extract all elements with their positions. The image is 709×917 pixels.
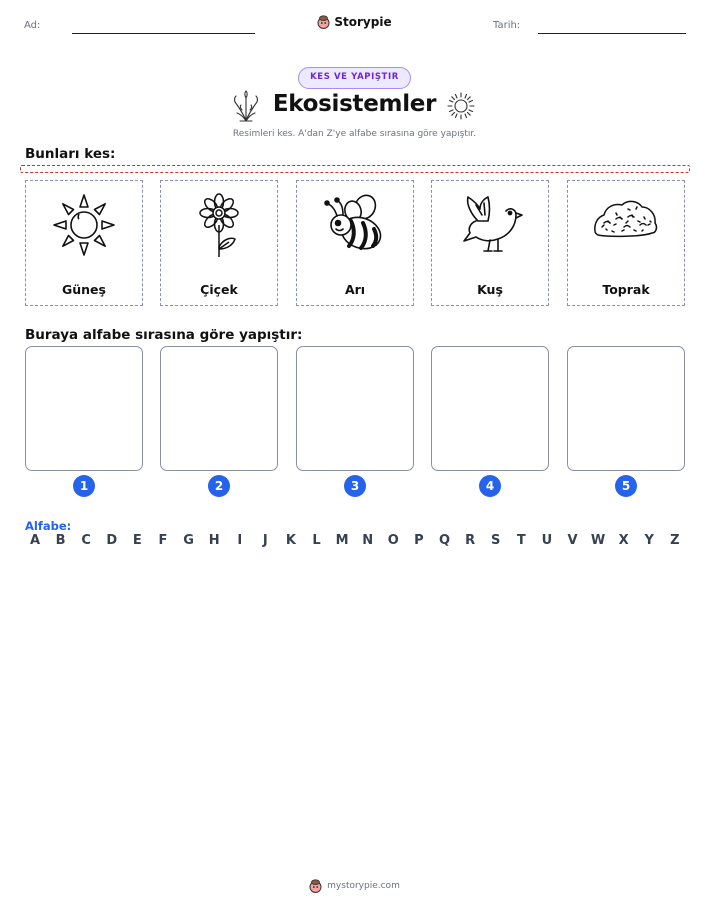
alphabet-letter: A bbox=[29, 533, 41, 548]
card-label: Güneş bbox=[62, 282, 106, 297]
alphabet-letter: W bbox=[590, 533, 606, 548]
card-label: Toprak bbox=[602, 282, 650, 297]
paste-heading: Buraya alfabe sırasına göre yapıştır: bbox=[25, 327, 303, 343]
paste-slot-4[interactable] bbox=[431, 346, 549, 471]
soil-icon bbox=[592, 191, 660, 259]
cut-card-ari[interactable] bbox=[296, 180, 414, 306]
alphabet-letter: M bbox=[335, 533, 349, 548]
alphabet-letter: V bbox=[567, 533, 578, 548]
alphabet-letter: I bbox=[237, 533, 243, 548]
slot-number-5: 5 bbox=[615, 475, 637, 497]
alphabet-letter: P bbox=[414, 533, 424, 548]
date-label: Tarih: bbox=[493, 20, 521, 31]
cut-card-kus[interactable] bbox=[431, 180, 549, 306]
alphabet-letter: E bbox=[132, 533, 142, 548]
slot-number-1: 1 bbox=[73, 475, 95, 497]
paste-slot-3[interactable] bbox=[296, 346, 414, 471]
alphabet-letter: F bbox=[158, 533, 168, 548]
date-line bbox=[538, 33, 686, 34]
alphabet-letter: U bbox=[541, 533, 553, 548]
alphabet-letter: Z bbox=[670, 533, 680, 548]
alphabet-letter: X bbox=[618, 533, 629, 548]
title-row bbox=[0, 90, 709, 126]
alphabet-letter: R bbox=[465, 533, 476, 548]
paste-slot-2[interactable] bbox=[160, 346, 278, 471]
alphabet-letter: J bbox=[262, 533, 268, 548]
cut-card-cicek[interactable] bbox=[160, 180, 278, 306]
name-line bbox=[72, 33, 255, 34]
alphabet-label: Alfabe: bbox=[25, 519, 72, 533]
slot-number-3: 3 bbox=[344, 475, 366, 497]
card-label: Çiçek bbox=[200, 282, 238, 297]
cut-card-gunes[interactable] bbox=[25, 180, 143, 306]
alphabet-letter: N bbox=[362, 533, 374, 548]
alphabet-letter: D bbox=[106, 533, 118, 548]
flower-icon bbox=[185, 191, 253, 259]
alphabet-letter: B bbox=[55, 533, 66, 548]
name-label: Ad: bbox=[24, 20, 41, 31]
slot-number-2: 2 bbox=[208, 475, 230, 497]
alphabet-letter: T bbox=[516, 533, 526, 548]
storypie-logo-icon bbox=[309, 879, 322, 893]
alphabet-letter: S bbox=[491, 533, 501, 548]
alphabet-letter: K bbox=[285, 533, 296, 548]
bee-icon bbox=[321, 191, 389, 259]
alphabet-letter: G bbox=[183, 533, 194, 548]
activity-badge: KES VE YAPIŞTIR bbox=[298, 67, 411, 89]
storypie-logo-icon bbox=[317, 15, 330, 29]
alphabet-letter: Y bbox=[644, 533, 654, 548]
cut-heading: Bunları kes: bbox=[25, 146, 116, 162]
instructions: Resimleri kes. A'dan Z'ye alfabe sırasına göre yapıştır. bbox=[232, 129, 477, 139]
brand-header bbox=[0, 14, 709, 33]
page-title: Ekosistemler bbox=[272, 91, 437, 117]
footer bbox=[0, 878, 709, 897]
sun-icon bbox=[446, 91, 476, 121]
alphabet-letter: Q bbox=[438, 533, 451, 548]
brand-name: Storypie bbox=[334, 15, 392, 29]
card-label: Arı bbox=[344, 282, 366, 297]
cut-card-toprak[interactable] bbox=[567, 180, 685, 306]
footer-url[interactable]: mystorypie.com bbox=[327, 881, 400, 891]
sun-icon bbox=[50, 191, 118, 259]
alphabet-letter: C bbox=[81, 533, 91, 548]
cut-line bbox=[20, 165, 690, 173]
alphabet-letter: H bbox=[208, 533, 220, 548]
card-label: Kuş bbox=[477, 282, 503, 297]
alphabet-letter: O bbox=[387, 533, 399, 548]
bird-icon bbox=[456, 191, 524, 259]
slot-number-4: 4 bbox=[479, 475, 501, 497]
alphabet-letter: L bbox=[312, 533, 321, 548]
paste-slot-1[interactable] bbox=[25, 346, 143, 471]
paste-slot-5[interactable] bbox=[567, 346, 685, 471]
alphabet-row bbox=[25, 533, 685, 548]
